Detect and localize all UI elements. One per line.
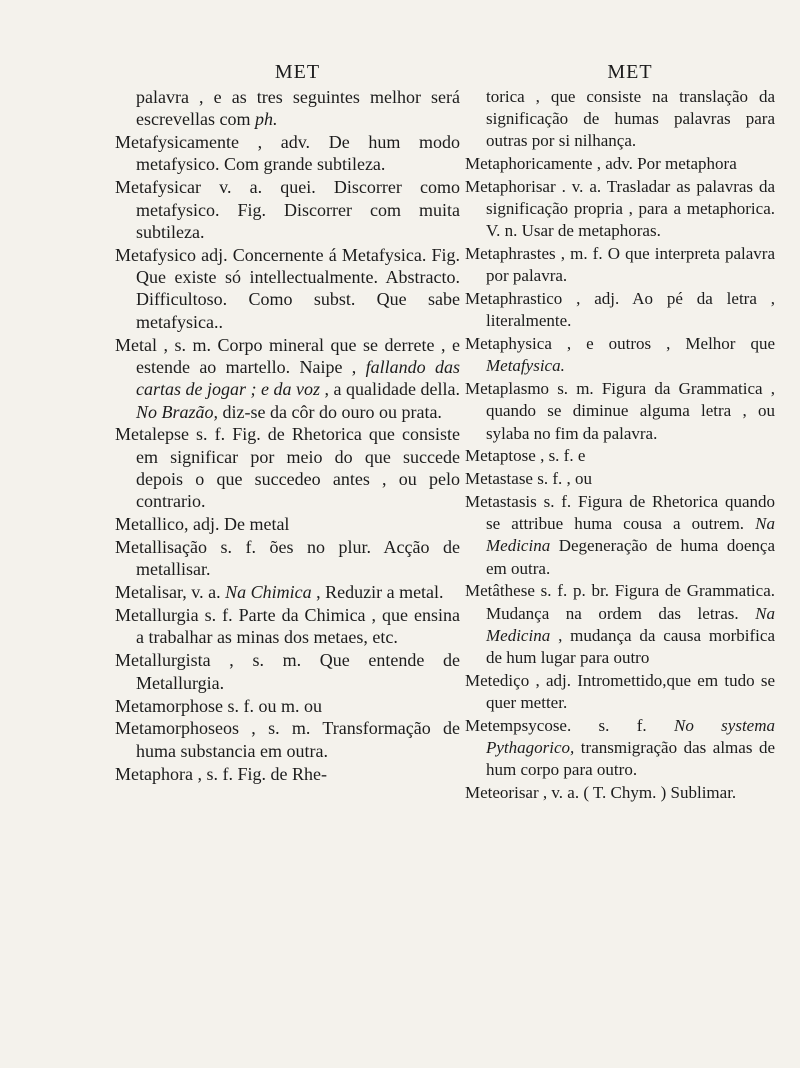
entry-text: Metaphorisar . v. a. Trasladar as palavras da significação propria , para a metaphorica. V. n. Usar de metaphoras. [465, 177, 775, 241]
dictionary-entry [465, 670, 775, 714]
entry-text: Metamorphose s. f. ou m. ou [115, 695, 322, 716]
entry-text: Metaphrastes , m. f. O que interpreta palavra por palavra. [465, 244, 775, 286]
entry-text: Metempsycose. s. f. [465, 715, 674, 735]
left-column [115, 60, 460, 786]
entry-text: Metallurgia s. f. Parte da Chimica , que ensina a trabalhar as minas dos metaes, etc. [115, 605, 460, 648]
entry-text: Metâthese s. f. p. br. Figura de Grammatica. Mudança na ordem das letras. [465, 581, 775, 623]
entry-text: Metastasis s. f. Figura de Rhetorica quando se attribue huma cousa a outrem. [465, 492, 775, 534]
entry-text: Metaphoricamente , adv. Por metaphora [465, 154, 737, 174]
entry-text: Metalepse s. f. Fig. de Rhetorica que consiste em significar por meio do que succede depois o que succedeo antes , ou pelo contrario. [115, 424, 460, 512]
entry-text: Metastase s. f. , ou [465, 469, 593, 489]
right-column [465, 60, 775, 805]
dictionary-entry [465, 782, 775, 804]
entry-text: Degeneração de huma doença em outra. [486, 536, 775, 578]
dictionary-entry [115, 604, 460, 649]
entry-text: Meteorisar , v. a. ( T. Chym. ) Sublimar. [465, 783, 737, 803]
dictionary-entry [115, 536, 460, 581]
entry-text: transmigração das almas de hum corpo para outro. [486, 738, 775, 780]
entry-text: , mudança da causa morbifica de hum lugar para outro [486, 625, 775, 668]
italic-phrase: Na Medicina [486, 603, 775, 645]
entry-continuation [465, 86, 775, 153]
dictionary-entry [465, 176, 775, 243]
entry-text: Metaplasmo s. m. Figura da Grammatica , quando se diminue alguma letra , ou sylaba no fim da palavra. [465, 379, 775, 443]
dictionary-entry [115, 717, 460, 762]
dictionary-entry [465, 715, 775, 782]
entry-continuation [115, 86, 460, 131]
entry-text: palavra , e as tres seguintes melhor será escrevellas com [136, 87, 460, 130]
dictionary-entry [115, 695, 460, 717]
dictionary-entry [115, 334, 460, 423]
entry-text: Metal , s. m. Corpo mineral que se derrete , e estende ao martello. Naipe , [115, 334, 460, 377]
dictionary-entry [465, 153, 775, 175]
dictionary-entry [465, 468, 775, 490]
entry-text: Metediço , adj. Intromettido,que em tudo se quer metter. [465, 670, 775, 713]
italic-phrase: Na Chimica [225, 582, 312, 603]
italic-phrase: fallando das cartas de jogar ; e da voz [136, 356, 460, 400]
dictionary-entry [465, 445, 775, 467]
dictionary-entry [465, 243, 775, 287]
entry-text: Metaphora , s. f. Fig. de Rhe- [115, 763, 327, 784]
dictionary-entry [465, 288, 775, 332]
entry-text: Metaphrastico , adj. Ao pé da letra , literalmente. [465, 289, 775, 331]
entry-text: Metallico, adj. De metal [115, 514, 290, 535]
entry-text: torica , que consiste na translação da significação de humas palavras para outras por si nilhança. [486, 87, 775, 151]
entry-text: Metalisar, v. a. [115, 582, 226, 603]
entry-text: Metafysico adj. Concernente á Metafysica. Fig. Que existe só intellectualmente. Abstracto. Difficultoso. Como subst. Que sabe metafysica.. [115, 244, 460, 332]
entry-text: , a qualidade della. [320, 379, 460, 400]
right-running-head: MET [607, 61, 653, 83]
entry-text: Metallurgista , s. m. Que entende de Metallurgia. [115, 650, 460, 693]
dictionary-entry [115, 763, 460, 785]
entry-text: Metafysicar v. a. quei. Discorrer como metafysico. Fig. Discorrer com muita subtileza. [115, 177, 460, 242]
dictionary-entry [115, 423, 460, 512]
dictionary-entry [115, 513, 460, 535]
left-running-head: MET [274, 61, 321, 83]
dictionary-entry [465, 491, 775, 580]
dictionary-entry [115, 131, 460, 176]
italic-phrase: Na Medicina [486, 514, 775, 556]
left-entries [115, 86, 460, 785]
italic-phrase: Metafysica. [486, 356, 565, 376]
dictionary-entry [115, 581, 460, 603]
dictionary-entry [115, 176, 460, 243]
dictionary-entry [115, 649, 460, 694]
right-entries [465, 86, 775, 804]
dictionary-entry [115, 244, 460, 333]
entry-text: Metallisação s. f. ões no plur. Acção de metallisar. [115, 537, 460, 580]
dictionary-entry [465, 333, 775, 377]
entry-text: diz-se da côr do ouro ou prata. [218, 401, 442, 422]
entry-text: Metaptose , s. f. e [465, 446, 586, 466]
italic-phrase: ph. [254, 109, 278, 130]
dictionary-entry [465, 378, 775, 445]
italic-phrase: No systema Pythagorico, [486, 715, 775, 758]
dictionary-entry [465, 580, 775, 669]
entry-text: Metamorphoseos , s. m. Transformação de huma substancia em outra. [115, 718, 460, 761]
entry-text: Metaphysica , e outros , Melhor que [465, 334, 775, 354]
entry-text: Metafysicamente , adv. De hum modo metafysico. Com grande subtileza. [115, 132, 460, 175]
italic-phrase: No Brazão, [136, 401, 219, 422]
entry-text: , Reduzir a metal. [311, 582, 444, 603]
